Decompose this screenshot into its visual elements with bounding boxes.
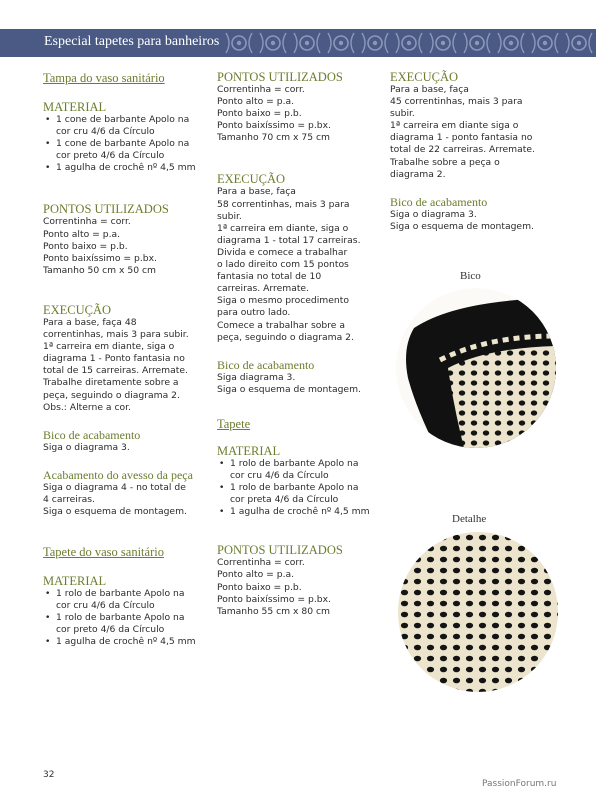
heading-bico: Bico de acabamento [43,427,141,442]
heading-execucao: EXECUÇÃO [390,70,459,84]
heading-pontos: PONTOS UTILIZADOS [217,70,343,84]
list-item: • 1 rolo de barbante Apolo na [43,588,213,600]
heading-execucao: EXECUÇÃO [217,172,286,187]
text-line: 4 carreiras. [43,493,95,505]
photo-label-bico: Bico [460,270,481,282]
list-item: cor cru 4/6 da Círculo [230,469,329,481]
text-line: Tamanho 55 cm x 80 cm [217,605,330,617]
text-line: Para a base, faça [217,186,296,198]
heading-pontos: PONTOS UTILIZADOS [43,202,169,217]
text-line: Para a base, faça [390,84,469,95]
text-line: Ponto baixo = p.b. [217,108,302,120]
text-line: Siga o esquema de montagem. [390,220,534,232]
list-item: • 1 agulha de crochê nº 4,5 mm [43,636,213,648]
text-line: Siga o diagrama 3. [390,208,477,220]
text-line: Correntinha = corr. [217,557,305,569]
text-line: 1ª carreira em diante siga o [390,120,519,132]
text-line: para outro lado. [217,307,291,319]
header-band [0,29,596,57]
heading-pontos: PONTOS UTILIZADOS [217,543,343,558]
text-line: Correntinha = corr. [217,84,305,95]
heading-tampa: Tampa do vaso sanitário [43,71,165,85]
photo-label-detalhe: Detalhe [452,513,487,525]
heading-bico: Bico de acabamento [390,194,488,209]
list-item: • 1 cone de barbante Apolo na [43,114,213,126]
photo-bico [396,288,556,448]
list-item: cor preto 4/6 da Círculo [56,150,165,162]
text-line: Ponto baixíssimo = p.bx. [217,593,331,605]
heading-execucao: EXECUÇÃO [43,302,112,317]
text-line: Siga o esquema de montagem. [43,505,187,517]
heading-avesso: Acabamento do avesso da peça [43,467,193,482]
heading-material: MATERIAL [43,100,107,114]
text-line: 58 correntinhas, mais 3 para [217,198,350,210]
text-line: 1ª carreira em diante, siga o [43,341,175,353]
column-middle [217,68,385,618]
text-line: Obs.: Alterne a cor. [43,401,131,413]
watermark: PassionForum.ru [482,779,557,789]
heading-material: MATERIAL [43,574,107,589]
section-title: Especial tapetes para banheiros [44,34,220,49]
text-line: Trabalhe sobre a peça o [390,156,500,168]
heading-bico: Bico de acabamento [217,357,315,372]
text-line: Siga o diagrama 3. [43,441,130,453]
material-list [43,114,213,174]
text-line: 1ª carreira em diante, siga o [217,222,349,234]
text-line: Ponto baixo = p.b. [217,581,302,593]
text-line: Siga o esquema de montagem. [217,383,361,395]
heading-material: MATERIAL [217,443,281,458]
page-number: 32 [43,770,55,780]
text-line: carreiras. Arremate. [217,283,309,295]
list-item: • 1 rolo de barbante Apolo na [217,458,385,470]
text-line: fantasia no total de 10 [217,271,322,283]
material-list [217,458,385,518]
text-line: Comece a trabalhar sobre a [217,319,346,331]
text-line: subir. [217,210,242,222]
text-line: total de 22 carreiras. Arremate. [390,144,535,156]
text-line: Ponto baixíssimo = p.bx. [43,252,157,264]
text-line: Ponto alto = p.a. [43,228,121,240]
text-line: total de 15 carreiras. Arremate. [43,365,188,377]
text-line: diagrama 1 - Ponto fantasia no [43,353,185,365]
column-right [390,68,560,233]
list-item: cor preto 4/6 da Círculo [56,624,165,636]
column-left [43,68,213,649]
list-item: • 1 rolo de barbante Apolo na [217,482,385,494]
ornament-pattern [222,29,596,57]
list-item: cor cru 4/6 da Círculo [56,126,155,138]
list-item: • 1 rolo de barbante Apolo na [43,612,213,624]
text-line: subir. [390,108,415,120]
text-line: Ponto baixo = p.b. [43,240,128,252]
photo-detalhe [398,532,558,692]
text-line: correntinhas, mais 3 para subir. [43,329,189,341]
text-line: Ponto alto = p.a. [217,96,295,108]
list-item: • 1 agulha de crochê nº 4,5 mm [43,162,213,174]
text-line: peça, seguindo o diagrama 2. [43,389,180,401]
text-line: Ponto baixíssimo = p.bx. [217,120,331,132]
text-line: Tamanho 70 cm x 75 cm [217,132,330,144]
text-line: Ponto alto = p.a. [217,569,295,581]
heading-tapete: Tapete [217,416,251,431]
material-list [43,588,213,648]
list-item: • 1 cone de barbante Apolo na [43,138,213,150]
text-line: diagrama 2. [390,168,446,180]
text-line: diagrama 1 - total 17 carreiras. [217,234,361,246]
text-line: Trabalhe diretamente sobre a [43,377,179,389]
text-line: Siga o diagrama 4 - no total de [43,481,186,493]
text-line: diagrama 1 - ponto fantasia no [390,132,533,144]
heading-tapete-vaso: Tapete do vaso sanitário [43,545,164,560]
list-item: • 1 agulha de crochê nº 4,5 mm [217,506,385,518]
text-line: Siga o mesmo procedimento [217,295,349,307]
text-line: peça, seguindo o diagrama 2. [217,331,354,343]
list-item: cor preta 4/6 da Círculo [230,494,339,506]
text-line: Divida e comece a trabalhar [217,246,348,258]
text-line: Siga diagrama 3. [217,371,296,383]
text-line: Tamanho 50 cm x 50 cm [43,264,156,276]
text-line: Correntinha = corr. [43,216,131,228]
text-line: Para a base, faça 48 [43,316,137,328]
list-item: cor cru 4/6 da Círculo [56,600,155,612]
text-line: o lado direito com 15 pontos [217,259,349,271]
text-line: 45 correntinhas, mais 3 para [390,96,523,108]
